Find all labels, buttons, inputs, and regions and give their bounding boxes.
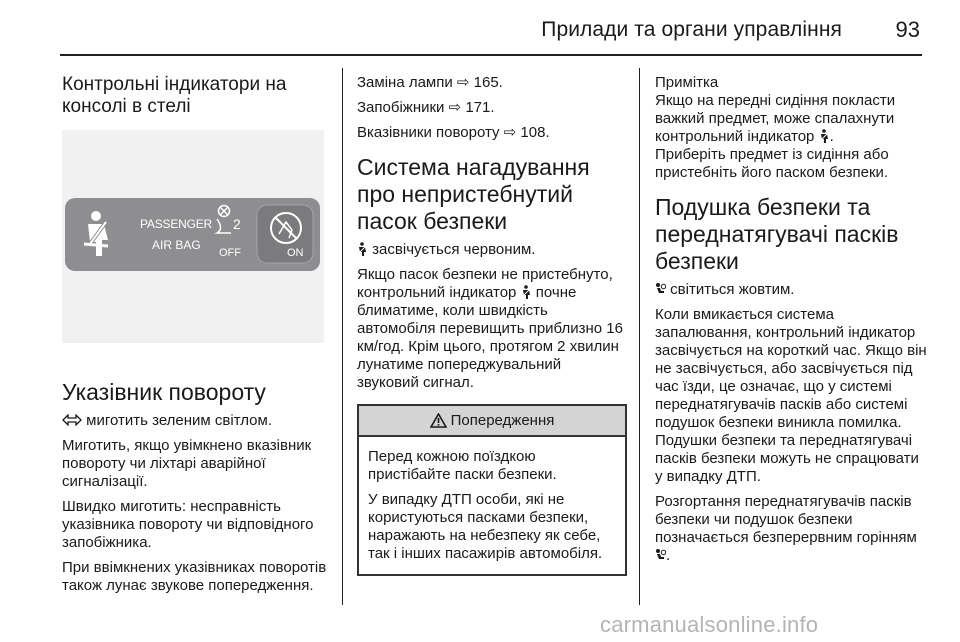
seatbelt-icon — [819, 129, 830, 143]
watermark: carmanualsonline.info — [600, 612, 819, 637]
airbag-heading: Подушка безпеки та переднатягувачі пасків безпеки — [655, 194, 899, 274]
header-divider — [60, 54, 922, 56]
turn-signal-intro — [62, 412, 327, 430]
note-paragraph-2: Приберіть предмет із сидіння або пристебніть його паском безпеки. — [655, 146, 889, 181]
seatbelt-reminder-text-b: почне блиматиме, коли швидкість автомобіля перевищить приблизно 16 км/год. Крім цього, протягом 2 хвилин лунатиме попереджувальний звуковий сигнал. — [357, 284, 623, 391]
seatbelt-icon — [521, 285, 532, 299]
turn-signal-paragraph-3: При ввімкнених указівниках поворотів також лунає звукове попередження. — [62, 559, 327, 594]
console-indicators-heading: Контрольні індикатори на консолі в стелі — [62, 74, 287, 117]
seatbelt-reminder-text-a: Якщо пасок безпеки не пристебнуто, контрольний індикатор — [357, 266, 613, 301]
seatbelt-reminder-heading: Система нагадування про непристебнутий пасок безпеки — [357, 154, 590, 234]
reference-lamp-replacement: Заміна лампи ⇨ 165. — [357, 74, 503, 91]
seatbelt-reminder-paragraph — [357, 266, 627, 392]
note-text-b: . — [829, 128, 834, 145]
turn-signal-text: миготить зеленим світлом. — [86, 412, 272, 429]
warning-title: Попередження — [450, 412, 555, 429]
column-1 — [62, 74, 327, 602]
column-divider-1 — [342, 68, 343, 605]
airbag-paragraph-1: Коли вмикається система запалювання, контрольний індикатор засвічується на короткий час. Якщо він не засвічується, або засвічується під час їзди, це означає, що у системі переднатягувачів пасків або системі подушок безпеки виникла помилка. Подушки безпеки та переднатягувачі пасків безпеки можуть не спрацювати у випадку ДТП. — [655, 306, 927, 485]
warning-body — [359, 437, 625, 574]
warning-triangle-icon — [430, 413, 447, 428]
note-paragraph-1 — [655, 92, 927, 146]
turn-signal-icon — [62, 414, 82, 426]
column-2 — [357, 74, 627, 576]
seatbelt-icon — [357, 242, 368, 256]
reference-turn-signals: Вказівники повороту ⇨ 108. — [357, 124, 550, 141]
column-divider-2 — [639, 68, 640, 605]
airbag-on-icon — [256, 204, 316, 266]
turn-signal-heading: Указівник повороту — [62, 379, 266, 405]
warning-paragraph-1: Перед кожною поїздкою пристібайте паски безпеки. — [368, 448, 557, 483]
airbag-paragraph-2 — [655, 493, 927, 565]
airbag-off-badge: 2 — [233, 216, 241, 232]
seatbelt-reminder-intro — [357, 241, 627, 259]
airbag-text-b: . — [666, 547, 671, 564]
warning-box — [357, 404, 627, 576]
airbag-icon — [655, 548, 666, 562]
warning-header — [359, 406, 625, 437]
airbag-label: AIR BAG — [152, 238, 201, 252]
note-title: Примітка — [655, 74, 719, 91]
page-header-title: Прилади та органи управління — [541, 18, 842, 41]
seatbelt-reminder-text: засвічується червоним. — [372, 241, 536, 258]
turn-signal-paragraph-2: Швидко миготить: несправність указівника повороту чи відповідного запобіжника. — [62, 498, 314, 551]
column-3 — [655, 74, 927, 572]
reference-fuses: Запобіжники ⇨ 171. — [357, 99, 495, 116]
page-number: 93 — [895, 17, 920, 42]
airbag-indicator-panel — [65, 198, 320, 271]
airbag-panel-figure — [62, 130, 324, 343]
airbag-intro — [655, 281, 927, 299]
passenger-label: PASSENGER — [140, 217, 212, 231]
airbag-text-a: Розгортання переднатягувачів пасків безпеки чи подушок безпеки позначається безперервним горінням — [655, 493, 917, 546]
page-header — [0, 0, 960, 56]
turn-signal-paragraph-1: Миготить, якщо увімкнено вказівник повороту чи ліхтарі аварійної сигналізації. — [62, 437, 312, 490]
seatbelt-icon — [82, 210, 118, 258]
off-label: OFF — [219, 247, 241, 259]
airbag-intro-text: світиться жовтим. — [670, 281, 795, 298]
note-text-a: Якщо на передні сидіння покласти важкий предмет, може спалахнути контрольний індикатор — [655, 92, 896, 145]
airbag-icon — [655, 282, 666, 296]
on-label: ON — [287, 247, 304, 259]
warning-paragraph-2: У випадку ДТП особи, які не користуються пасками безпеки, наражають на небезпеку як себе, так і інших пасажирів автомобіля. — [368, 491, 603, 562]
note-block — [655, 74, 927, 182]
